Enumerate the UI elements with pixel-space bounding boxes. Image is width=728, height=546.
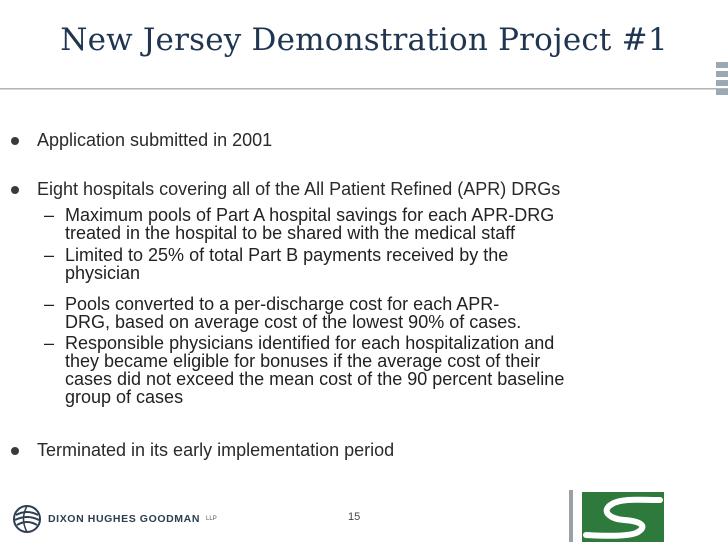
green-s-logo-icon [582, 492, 664, 542]
title-divider [0, 88, 728, 90]
bullet-text: Terminated in its early implementation period [37, 440, 395, 460]
sub-bullet-line: group of cases [65, 387, 184, 407]
page-number: 15 [348, 511, 361, 523]
company-logo [12, 504, 217, 534]
sub-bullet-line: Limited to 25% of total Part B payments received by the [65, 245, 509, 265]
brand-divider-bar [569, 490, 573, 542]
sub-bullet-line: they became eligible for bonuses if the average cost of their [65, 351, 541, 371]
sub-bullet-dash: – [44, 245, 55, 265]
bullet-dot-icon [11, 137, 19, 145]
bullet-dot-icon [11, 447, 19, 455]
slide-title: New Jersey Demonstration Project #1 [60, 22, 668, 58]
sub-bullet-dash: – [44, 333, 55, 353]
sub-bullet-dash: – [44, 294, 55, 314]
sub-bullet-line: physician [65, 263, 141, 283]
bullet-dot-icon [11, 186, 19, 194]
sub-bullet-line: cases did not exceed the mean cost of the 90 percent baseline [65, 369, 565, 389]
dhg-globe-logo-icon [12, 504, 42, 534]
sub-bullet-line: DRG, based on average cost of the lowest 90% of cases. [65, 312, 522, 332]
bullet-text: Eight hospitals covering all of the All Patient Refined (APR) DRGs [37, 179, 561, 199]
bullet-text: Application submitted in 2001 [37, 130, 273, 150]
sub-bullet-line: Responsible physicians identified for each hospitalization and [65, 333, 555, 353]
sub-bullet-line: Maximum pools of Part A hospital savings for each APR-DRG [65, 205, 555, 225]
slide-footer [0, 486, 728, 546]
logo-text: DIXON HUGHES GOODMAN [48, 513, 201, 525]
decorative-stripes [716, 62, 728, 102]
sub-bullet-line: treated in the hospital to be shared with the medical staff [65, 223, 515, 243]
logo-suffix: LLP [206, 516, 217, 522]
sub-bullet-dash: – [44, 205, 55, 225]
sub-bullet-line: Pools converted to a per-discharge cost for each APR- [65, 294, 500, 314]
